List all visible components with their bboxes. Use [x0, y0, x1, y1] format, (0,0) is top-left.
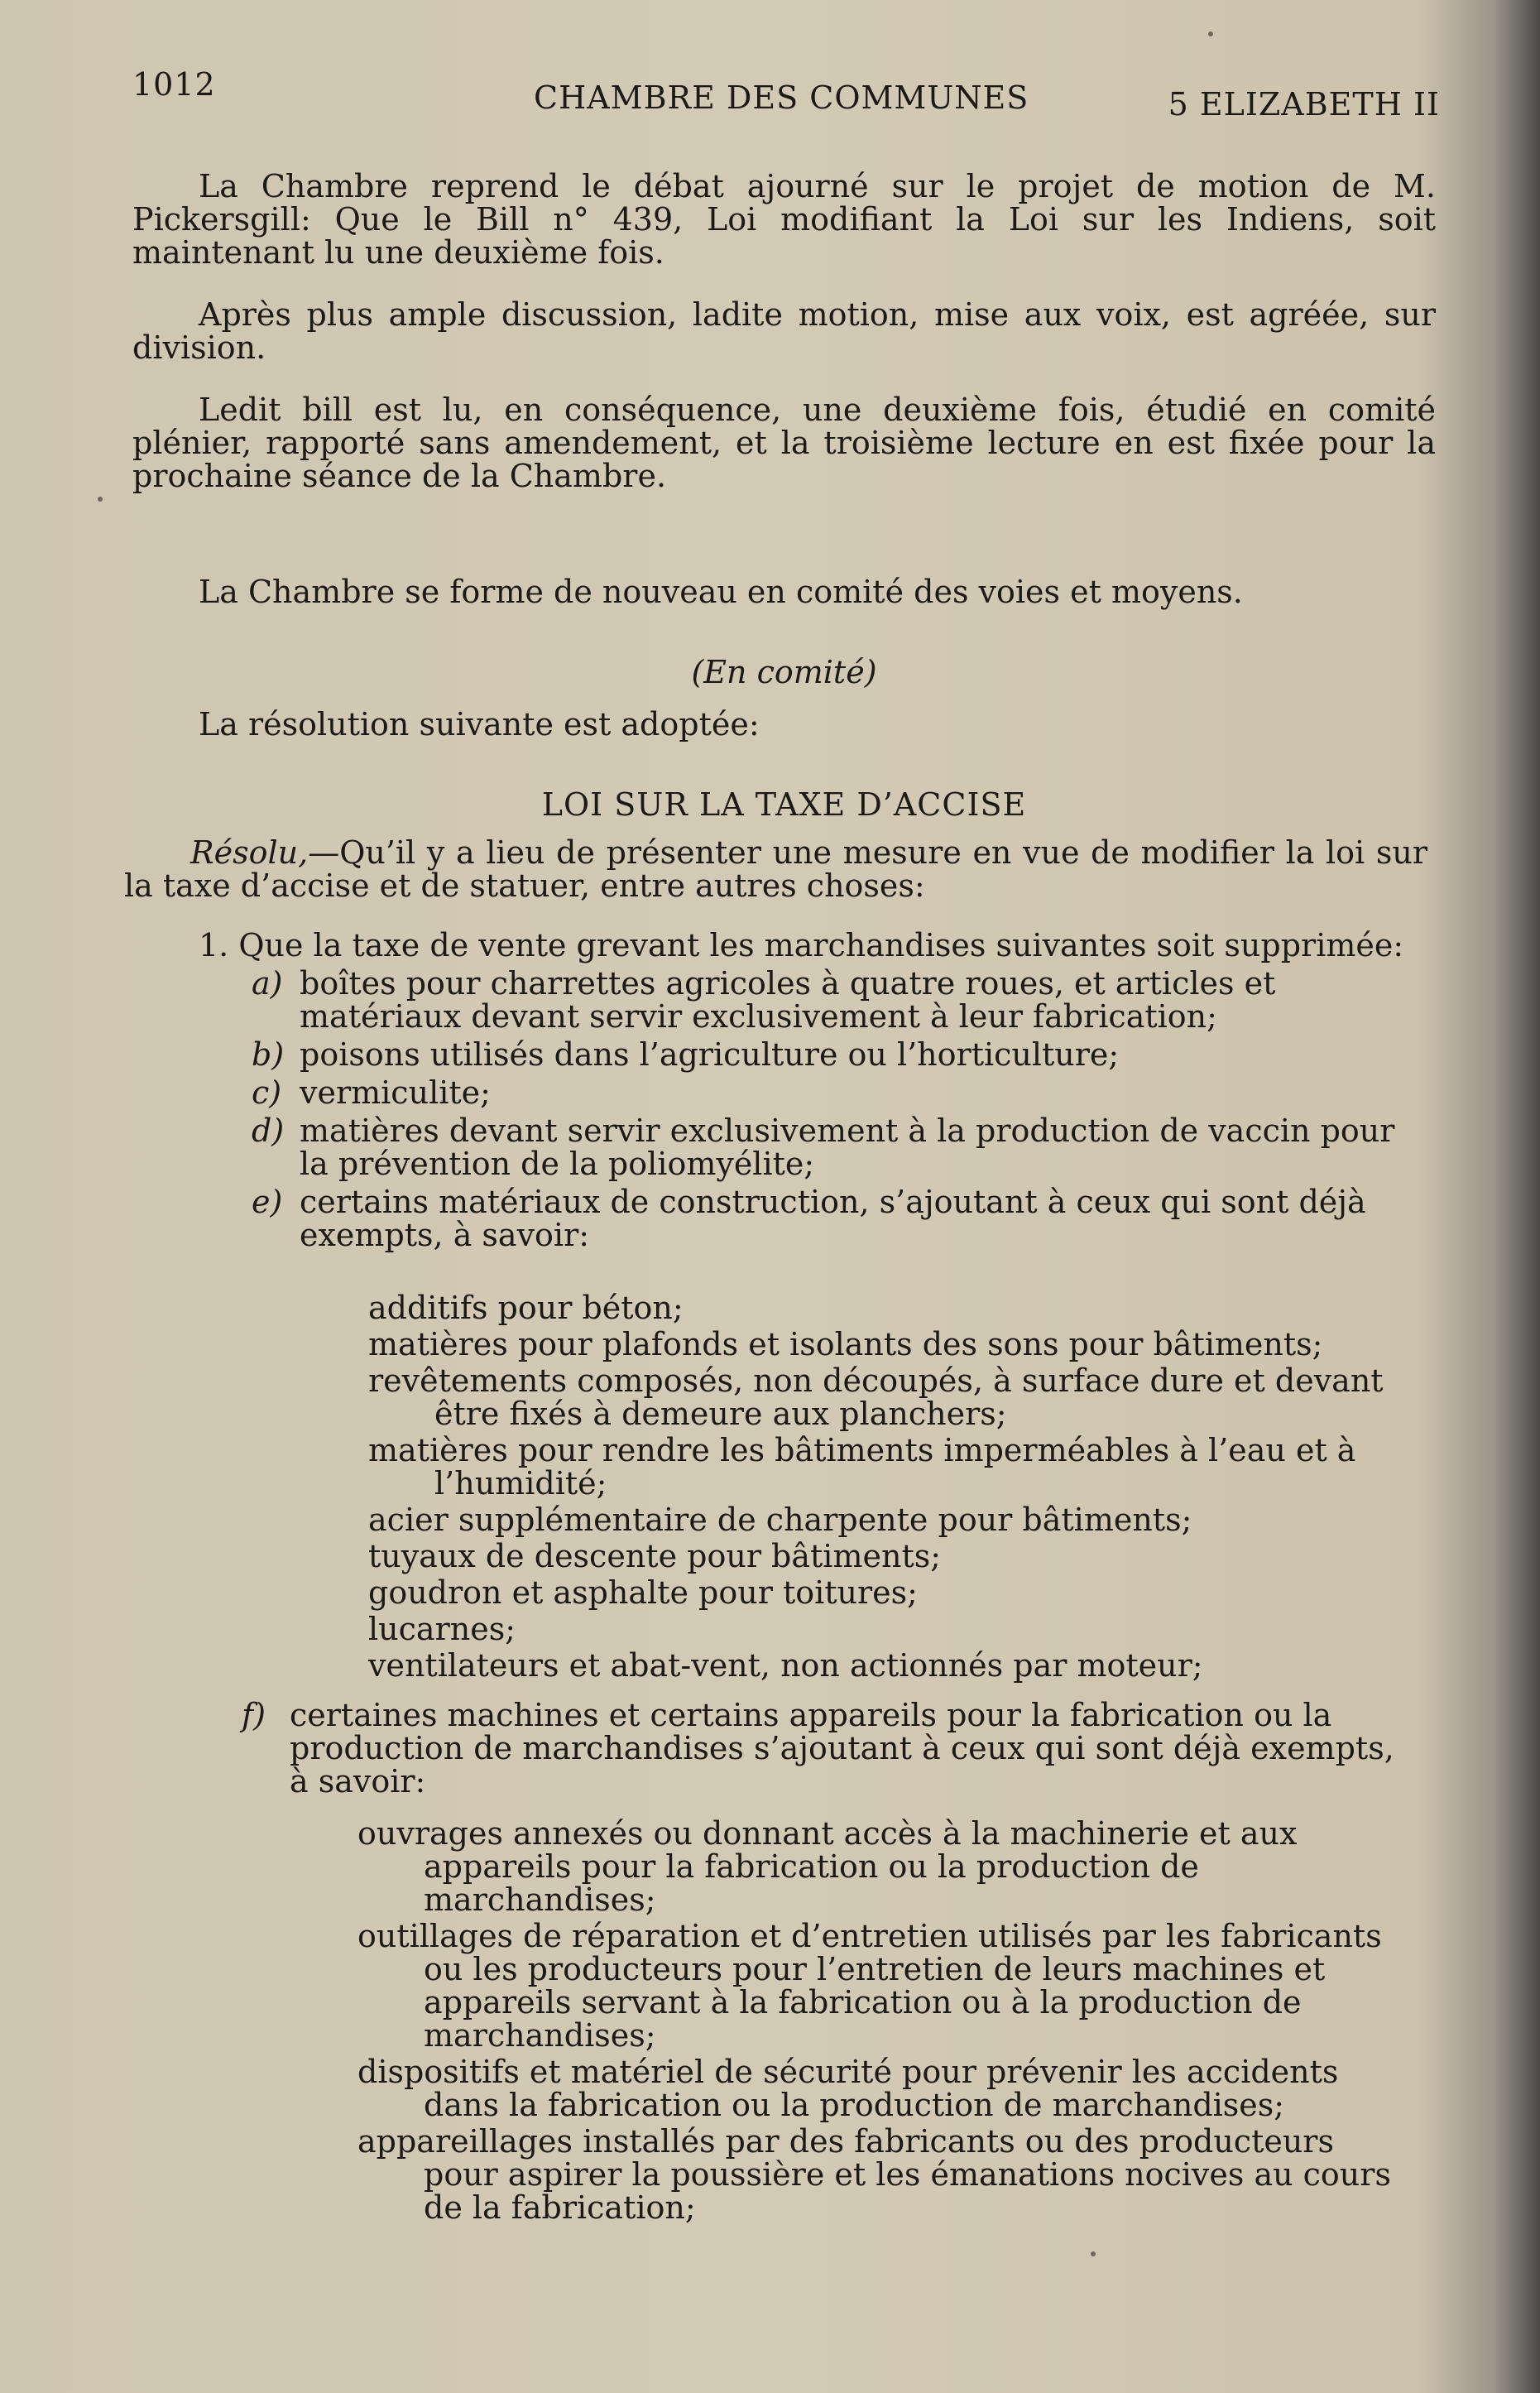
- paper-speck: [98, 497, 103, 502]
- list-item-f: [242, 1697, 1411, 1800]
- item-f-label: f): [242, 1697, 266, 1733]
- section-title: LOI SUR LA TAXE D’ACCISE: [541, 786, 1027, 823]
- e-subitem: tuyaux de descente pour bâtiments;: [368, 1538, 942, 1574]
- paragraph-debate-resumed: La Chambre reprend le débat ajourné sur le projet de motion de M. Pickersgill: Que le Bill n° 439, Loi modifiant la Loi sur les Indiens, soit maintenant lu une deuxième fois.: [132, 168, 1436, 271]
- e-subitem: revêtements composés, non découpés, à surface dure et devant être fixés à demeure aux planchers;: [368, 1362, 1384, 1432]
- resolu-label: Résolu,: [190, 834, 309, 871]
- item-a-text: boîtes pour charrettes agricoles à quatre roues, et articles et matériaux devant servir exclusivement à leur fabrication;: [300, 965, 1276, 1035]
- paragraph-committee: La Chambre se forme de nouveau en comité des voies et moyens.: [199, 574, 1243, 610]
- e-subitem: acier supplémentaire de charpente pour bâtiments;: [368, 1502, 1192, 1538]
- f-subitem: outillages de réparation et d’entretien utilisés par les fabricants ou les producteurs pour l’entretien de leurs machines et appareils servant à la fabrication ou à la production de marchandises;: [357, 1918, 1382, 2054]
- paragraph-bill-read: Ledit bill est lu, en conséquence, une deuxième fois, étudié en comité plénier, rapporté sans amendement, et la troisième lecture en est fixée pour la prochaine séance de la Chambre.: [132, 392, 1436, 494]
- item-f-text: certaines machines et certains appareils pour la fabrication ou la production de marchandises s’ajoutant à ceux qui sont déjà exempts, à savoir:: [290, 1697, 1394, 1800]
- e-subitem: additifs pour béton;: [368, 1290, 684, 1326]
- page-number: 1012: [132, 66, 216, 103]
- item-d-label: d): [252, 1112, 285, 1149]
- paper-speck: [1208, 31, 1213, 36]
- item-1: [199, 929, 1423, 962]
- paragraph-resolu: [124, 836, 1427, 902]
- e-subitem: matières pour rendre les bâtiments imperméables à l’eau et à l’humidité;: [368, 1432, 1356, 1502]
- e-subitem: goudron et asphalte pour toitures;: [368, 1574, 918, 1611]
- e-subitem: matières pour plafonds et isolants des sons pour bâtiments;: [368, 1326, 1323, 1362]
- item-1-label: 1.: [199, 927, 229, 963]
- journal-title: CHAMBRE DES COMMUNES: [534, 79, 1029, 116]
- e-subitem: lucarnes;: [368, 1611, 516, 1647]
- f-subitem: dispositifs et matériel de sécurité pour prévenir les accidents dans la fabrication ou la production de marchandises;: [357, 2054, 1339, 2123]
- list-e-subitems: [368, 1291, 1419, 1685]
- en-comite-heading: (En comité): [691, 654, 877, 690]
- paragraph-resolution-adopted: La résolution suivante est adoptée:: [199, 706, 760, 742]
- list-item-c: [252, 1074, 1421, 1111]
- e-subitem: ventilateurs et abat-vent, non actionnés par moteur;: [368, 1647, 1203, 1684]
- item-c-label: c): [252, 1074, 282, 1111]
- resolu-text: —Qu’il y a lieu de présenter une mesure en vue de modifier la loi sur la taxe d’accise et de statuer, entre autres choses:: [124, 834, 1427, 904]
- f-subitem: appareillages installés par des fabricants ou des producteurs pour aspirer la poussière et les émanations nocives au cours de la fabrication;: [357, 2123, 1391, 2226]
- paragraph-motion-agreed: Après plus ample discussion, ladite motion, mise aux voix, est agréée, sur division.: [132, 296, 1436, 366]
- item-1-text: Que la taxe de vente grevant les marchandises suivantes soit supprimée:: [238, 927, 1404, 963]
- list-f-subitems: [357, 1817, 1408, 2227]
- reign-year: 5 ELIZABETH II: [1168, 86, 1440, 123]
- item-d-text: matières devant servir exclusivement à la production de vaccin pour la prévention de la poliomyélite;: [300, 1112, 1395, 1182]
- f-subitem: ouvrages annexés ou donnant accès à la machinerie et aux appareils pour la fabrication ou la production de marchandises;: [357, 1815, 1298, 1918]
- item-a-label: a): [252, 965, 283, 1002]
- item-c-text: vermiculite;: [300, 1074, 491, 1111]
- item-b-text: poisons utilisés dans l’agriculture ou l’horticulture;: [300, 1036, 1120, 1073]
- list-item-e: [252, 1184, 1421, 1253]
- list-item-a: [252, 965, 1421, 1035]
- item-e-text: certains matériaux de construction, s’ajoutant à ceux qui sont déjà exempts, à savoir:: [300, 1184, 1366, 1253]
- list-abcde: [252, 965, 1421, 1257]
- item-b-label: b): [252, 1036, 285, 1073]
- list-item-d: [252, 1112, 1421, 1182]
- paper-speck: [1091, 2251, 1096, 2256]
- list-item-b: [252, 1036, 1421, 1073]
- item-e-label: e): [252, 1184, 283, 1220]
- page-header: [132, 66, 1440, 124]
- list-f: [242, 1697, 1411, 1803]
